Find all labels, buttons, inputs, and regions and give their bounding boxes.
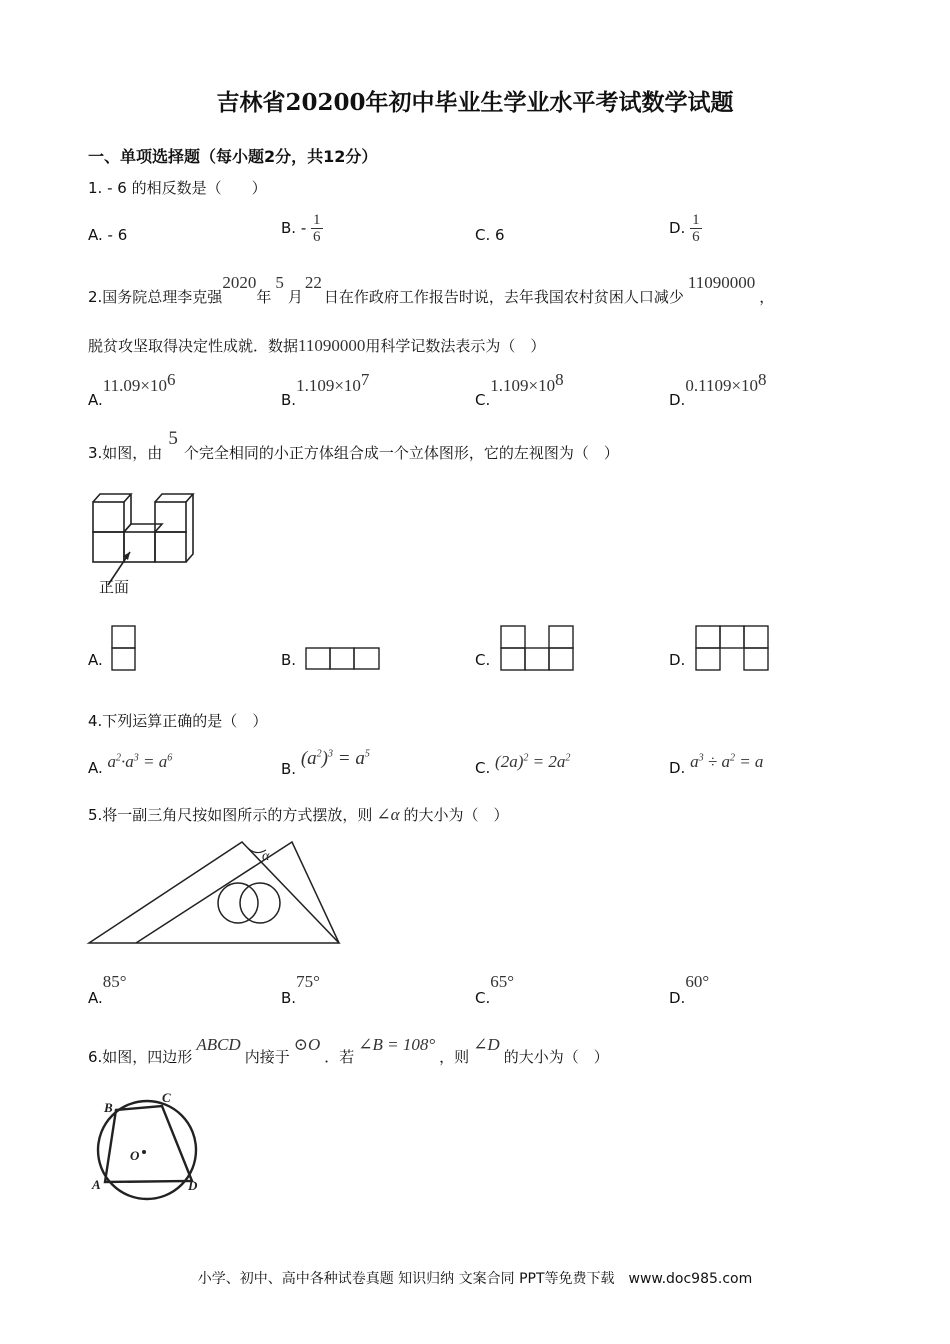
q2-d-exp: 8 bbox=[758, 370, 767, 389]
q6-circle: ⊙O bbox=[293, 1035, 321, 1054]
q5-triangles-figure bbox=[86, 838, 346, 948]
q4-a-expr: $a^2\cdot a^3 = a^6$ bbox=[107, 752, 173, 771]
q2-text-d: 日在作政府工作报告时说，去年我国农村贫困人口减少 bbox=[323, 288, 684, 306]
q4-d-expr: $a^3 \div a^2 = a$ bbox=[690, 752, 764, 771]
q3-option-a: A. bbox=[88, 651, 103, 669]
q5-a-label: A. bbox=[88, 989, 103, 1007]
q2-option-c bbox=[475, 370, 564, 409]
q4-stem: 4.下列运算正确的是（ ） bbox=[88, 712, 268, 730]
q2-b-base: 1.109×10 bbox=[296, 376, 361, 395]
q4-c-label: C. bbox=[475, 759, 491, 777]
q2-day: 22 bbox=[304, 273, 322, 292]
section-heading: 一、单项选择题（每小题2分，共12分） bbox=[88, 147, 378, 166]
q5-option-d bbox=[669, 972, 710, 1007]
q2-b-label: B. bbox=[281, 391, 297, 409]
vertex-b-label: B bbox=[104, 1100, 113, 1115]
q6-given: ∠B = 108° bbox=[358, 1035, 436, 1054]
vertex-c-label: C bbox=[162, 1090, 171, 1105]
q2-c-exp: 8 bbox=[555, 370, 564, 389]
vertex-a-label: A bbox=[92, 1177, 101, 1192]
q3-stem bbox=[88, 428, 619, 462]
q3-option-c: C. bbox=[475, 651, 491, 669]
q6-text-a: 6.如图，四边形 bbox=[88, 1048, 193, 1066]
alpha-label: α bbox=[262, 849, 270, 864]
q6-ask: ∠D bbox=[473, 1035, 500, 1054]
q3-count: 5 bbox=[168, 428, 178, 449]
q2-b-exp: 7 bbox=[360, 370, 370, 389]
q5-option-a bbox=[88, 972, 127, 1007]
q2-text-e: ， bbox=[759, 288, 775, 306]
q6-text-e: 的大小为（ ） bbox=[503, 1048, 609, 1066]
q1-option-c: C. 6 bbox=[475, 226, 505, 244]
quadrilateral-abcd bbox=[105, 1106, 192, 1182]
q5-a-value: 85° bbox=[102, 972, 127, 991]
vertex-d-label: D bbox=[188, 1178, 198, 1193]
q2-line2 bbox=[88, 335, 545, 356]
q3-option-b: B. bbox=[281, 651, 297, 669]
q3-cube-figure bbox=[88, 490, 218, 570]
q1-d-den: 6 bbox=[692, 229, 700, 245]
q1-b-prefix: B. - bbox=[281, 219, 307, 237]
q2-year: 2020 bbox=[222, 273, 257, 292]
q5-angle: ∠α bbox=[376, 805, 400, 824]
q4-c-expr: $(2a)^2 = 2a^2$ bbox=[495, 752, 571, 771]
page-title: 吉林省20200年初中毕业生学业水平考试数学试题 bbox=[216, 89, 734, 116]
q1-b-num: 1 bbox=[313, 212, 321, 228]
ring-right bbox=[240, 883, 280, 923]
q3-view-c bbox=[500, 625, 576, 671]
q1-option-a: A. - 6 bbox=[88, 226, 128, 244]
q6-circle-figure bbox=[92, 1092, 212, 1202]
q2-a-label: A. bbox=[88, 391, 103, 409]
q4-option-a bbox=[88, 752, 173, 777]
q5-b-value: 75° bbox=[296, 972, 320, 991]
q2-option-a bbox=[88, 370, 176, 409]
q5-option-b bbox=[281, 972, 320, 1007]
q5-b-label: B. bbox=[281, 989, 297, 1007]
q2-d-base: 0.1109×10 bbox=[685, 376, 759, 395]
q2-a-base: 11.09×10 bbox=[102, 376, 167, 395]
q4-a-label: A. bbox=[88, 759, 103, 777]
circumcircle bbox=[98, 1101, 196, 1199]
q3-option-d: D. bbox=[669, 651, 686, 669]
q3-text-a: 3.如图，由 bbox=[88, 444, 163, 462]
q2-number: 11090000 bbox=[687, 273, 756, 292]
q5-text-b: 的大小为（ ） bbox=[403, 806, 509, 824]
q3-view-d bbox=[695, 625, 771, 671]
q6-quad: ABCD bbox=[196, 1035, 241, 1054]
q1-stem: 1. - 6 的相反数是（ ） bbox=[88, 179, 267, 197]
q2-option-b bbox=[281, 370, 370, 409]
footer-text: 小学、初中、高中各种试卷真题 知识归纳 文案合同 PPT等免费下载 www.doc985.com bbox=[197, 1271, 753, 1287]
q2-text-c: 月 bbox=[287, 288, 303, 306]
q1-b-den: 6 bbox=[313, 229, 321, 245]
q2-c-base: 1.109×10 bbox=[490, 376, 556, 395]
q1-d-num: 1 bbox=[692, 212, 700, 228]
q4-option-c bbox=[475, 752, 571, 777]
q2-d-label: D. bbox=[669, 391, 686, 409]
q2-line1 bbox=[88, 272, 775, 306]
q1-b-fraction bbox=[311, 212, 323, 245]
q3-view-a bbox=[111, 625, 137, 671]
q2-a-exp: 6 bbox=[166, 370, 176, 389]
q1-d-prefix: D. bbox=[669, 219, 686, 237]
q3-text-b: 个完全相同的小正方体组合成一个立体图形，它的左视图为（ ） bbox=[183, 444, 619, 462]
q4-b-expr: $(a^2)^3 = a^5$ bbox=[300, 748, 370, 769]
q4-option-d bbox=[669, 752, 764, 777]
ring-left bbox=[218, 883, 258, 923]
q1-d-fraction bbox=[690, 212, 702, 245]
q1-option-d bbox=[669, 212, 702, 245]
q2-line2-number: 11090000 bbox=[298, 336, 366, 355]
center-o-label: O bbox=[130, 1148, 140, 1163]
q5-c-value: 65° bbox=[490, 972, 515, 991]
q4-d-label: D. bbox=[669, 759, 686, 777]
q2-month: 5 bbox=[275, 273, 284, 292]
q5-text-a: 5.将一副三角尺按如图所示的方式摆放，则 bbox=[88, 806, 373, 824]
q5-d-value: 60° bbox=[685, 972, 710, 991]
q2-c-label: C. bbox=[475, 391, 491, 409]
q2-line2-text-b: 用科学记数法表示为（ ） bbox=[365, 337, 546, 355]
q5-d-label: D. bbox=[669, 989, 686, 1007]
q2-line2-text-a: 脱贫攻坚取得决定性成就．数据 bbox=[88, 337, 299, 355]
q6-text-c: ．若 bbox=[324, 1048, 355, 1066]
q5-option-c bbox=[475, 972, 515, 1007]
q6-stem bbox=[88, 1034, 609, 1066]
q4-b-label: B. bbox=[281, 760, 297, 778]
q5-c-label: C. bbox=[475, 989, 491, 1007]
q2-text-b: 年 bbox=[256, 288, 272, 306]
q6-text-d: ，则 bbox=[439, 1048, 470, 1066]
q3-front-label: 正面 bbox=[99, 578, 130, 596]
q1-option-b bbox=[281, 212, 323, 245]
q4-option-b bbox=[281, 748, 370, 778]
q5-stem bbox=[88, 804, 509, 825]
q2-text-a: 2.国务院总理李克强 bbox=[88, 288, 223, 306]
q3-view-b bbox=[305, 647, 381, 671]
q2-option-d bbox=[669, 370, 767, 409]
q6-text-b: 内接于 bbox=[244, 1048, 290, 1066]
